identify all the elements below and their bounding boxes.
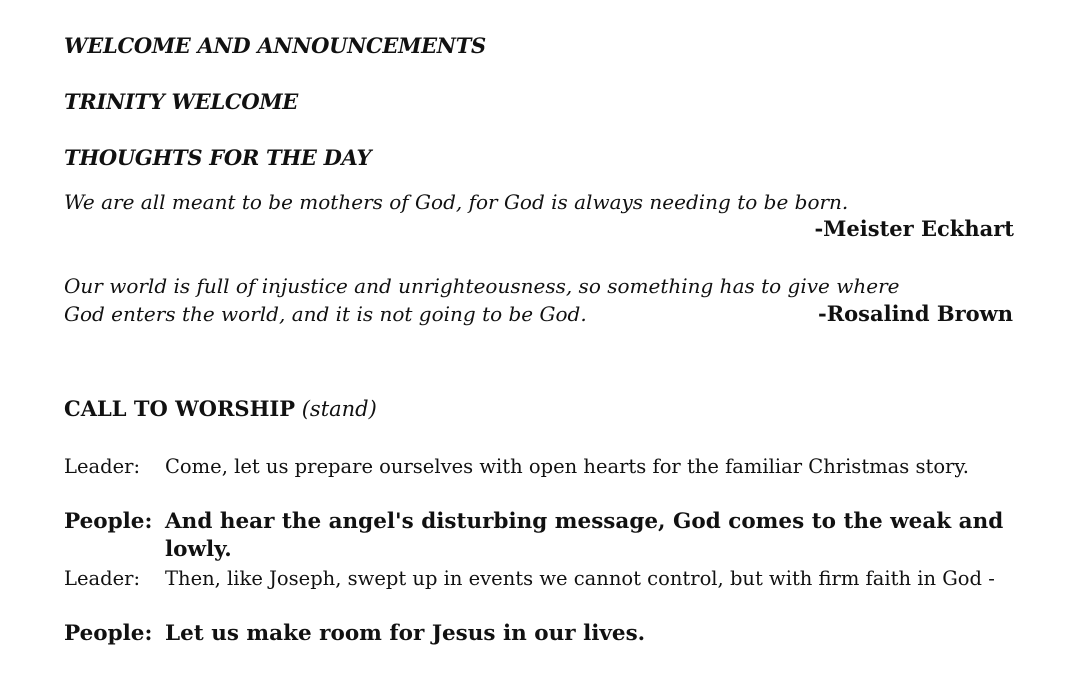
litany-line-leader [64,453,1024,481]
heading-welcome-announcements: WELCOME AND ANNOUNCEMENTS [64,33,486,58]
litany-text: Let us make room for Jesus in our lives. [165,621,646,646]
quote-line: Our world is full of injustice and unrighteousness, so something has to give where [64,274,900,298]
call-to-worship-heading [64,396,377,421]
litany-line-people [64,508,1024,564]
litany-role: Leader: [64,455,141,478]
quote-line: God enters the world, and it is not going to be God. [64,302,587,326]
litany-text: And hear the angel's disturbing message, God comes to the weak and lowly. [165,509,1004,562]
quote-line: We are all meant to be mothers of God, for God is always needing to be born. [64,190,849,214]
litany-role: Leader: [64,567,141,590]
quote-eckhart [64,188,848,216]
heading-trinity-welcome: TRINITY WELCOME [64,89,298,114]
litany-role: People: [64,621,153,646]
quote-brown [64,272,899,328]
litany-text: Then, like Joseph, swept up in events we cannot control, but with firm faith in God - [165,567,995,590]
call-to-worship-title: CALL TO WORSHIP [64,396,296,421]
heading-thoughts-for-the-day: THOUGHTS FOR THE DAY [64,145,372,170]
litany-line-leader [64,565,1024,593]
litany-line-people [64,620,1024,648]
litany-text: Come, let us prepare ourselves with open hearts for the familiar Christmas story. [165,455,970,478]
quote-author-brown: -Rosalind Brown [818,301,1013,326]
litany-role: People: [64,509,153,534]
quote-author-eckhart: -Meister Eckhart [814,216,1014,241]
call-to-worship-note: (stand) [301,397,377,421]
